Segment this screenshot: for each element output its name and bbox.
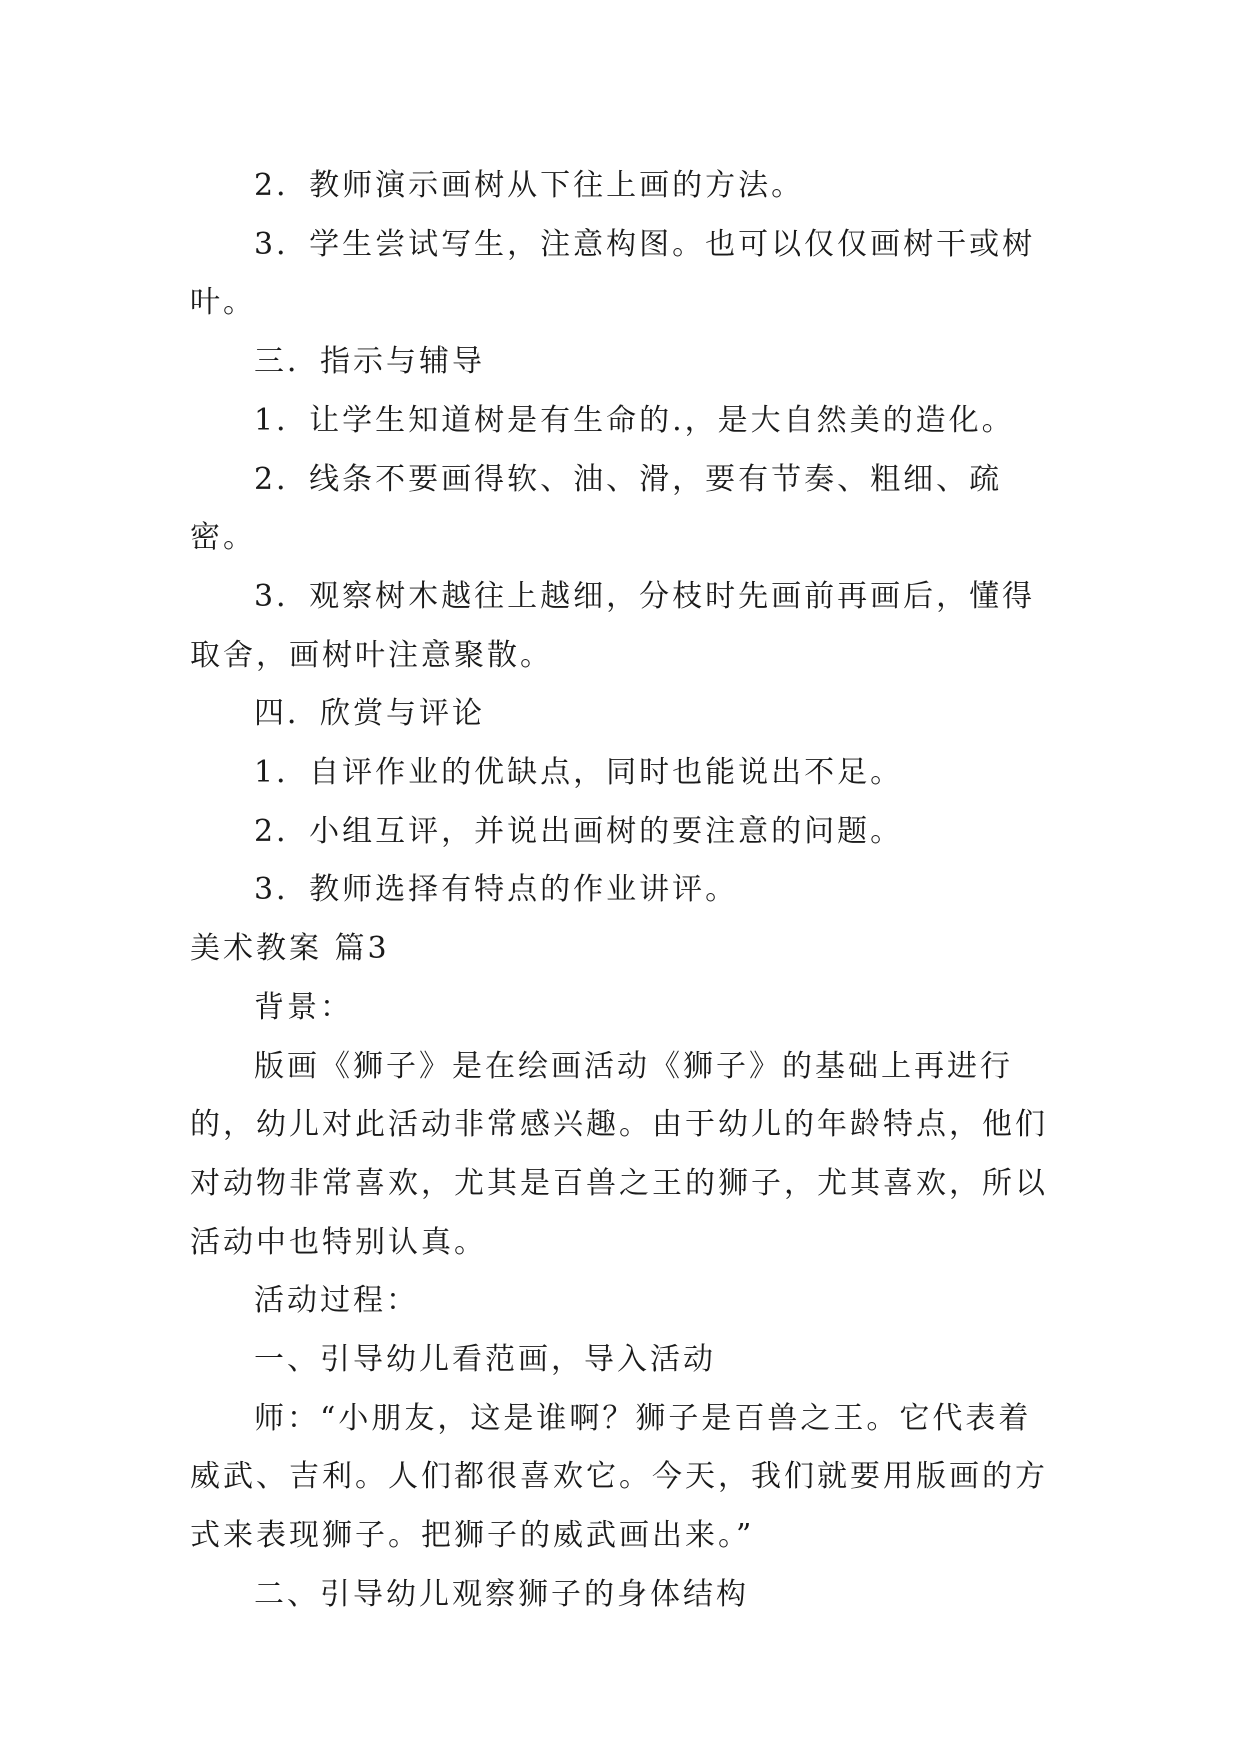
paragraph: 背景： — [254, 989, 353, 1025]
paragraph: 2．线条不要画得软、油、滑，要有节奏、粗细、疏密。 — [190, 461, 1003, 556]
paragraph: 师：“小朋友，这是谁啊？狮子是百兽之王。它代表着威武、吉利。人们都很喜欢它。今天，我们就要用版画的方式来表现狮子。把狮子的威武画出来。” — [190, 1400, 1048, 1554]
paragraph: 3．观察树木越往上越细，分枝时先画前再画后，懂得取舍，画树叶注意聚散。 — [190, 578, 1036, 673]
paragraph: 3．教师选择有特点的作业讲评。 — [254, 872, 739, 908]
paragraph: 1．让学生知道树是有生命的.，是大自然美的造化。 — [254, 402, 1015, 438]
paragraph: 三．指示与辅导 — [254, 344, 485, 380]
paragraph: 一、引导幼儿看范画，导入活动 — [254, 1342, 716, 1378]
paragraph: 1．自评作业的优缺点，同时也能说出不足。 — [254, 755, 904, 791]
document-body — [190, 157, 1050, 1625]
paragraph: 3．学生尝试写生，注意构图。也可以仅仅画树干或树叶。 — [190, 226, 1036, 321]
paragraph: 2．小组互评，并说出画树的要注意的问题。 — [254, 813, 904, 849]
section-heading: 美术教案 篇3 — [190, 931, 390, 967]
paragraph: 四．欣赏与评论 — [254, 696, 485, 732]
paragraph: 二、引导幼儿观察狮子的身体结构 — [254, 1576, 749, 1612]
paragraph: 活动过程： — [254, 1283, 419, 1319]
paragraph: 2．教师演示画树从下往上画的方法。 — [254, 168, 805, 203]
paragraph: 版画《狮子》是在绘画活动《狮子》的基础上再进行的，幼儿对此活动非常感兴趣。由于幼儿的年龄特点，他们对动物非常喜欢，尤其是百兽之王的狮子，尤其喜欢，所以活动中也特别认真。 — [190, 1048, 1048, 1260]
